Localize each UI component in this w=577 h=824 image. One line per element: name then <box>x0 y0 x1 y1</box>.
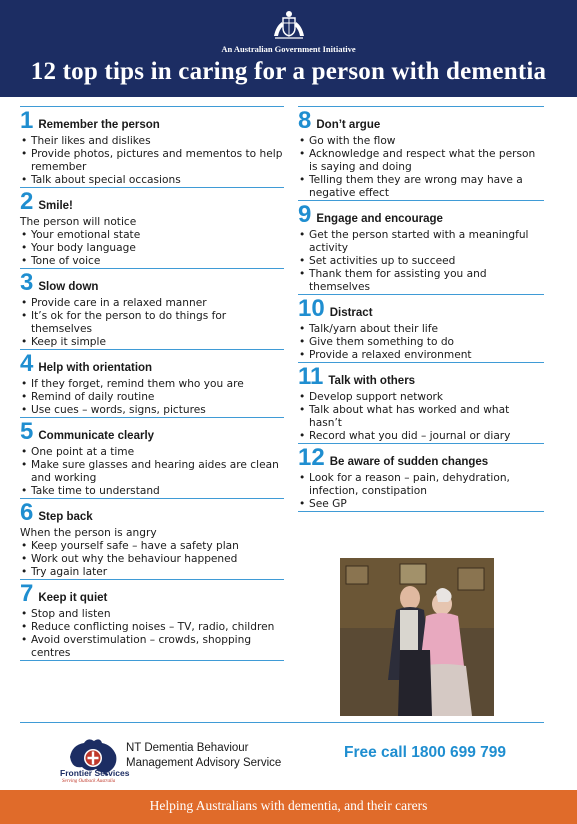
tip-item: • Provide a relaxed environment <box>298 349 544 362</box>
tip-number: 6 <box>20 499 34 526</box>
tip-title: Help with orientation <box>38 362 153 374</box>
tip-item: • Provide care in a relaxed manner <box>20 297 284 310</box>
tip-number: 10 <box>298 295 325 322</box>
tip-item: • Tone of voice <box>20 255 284 268</box>
tip-title: Smile! <box>38 200 73 212</box>
page-title: 12 top tips in caring for a person with dementia <box>30 58 547 85</box>
tip-block <box>20 349 284 417</box>
tip-list <box>20 229 284 268</box>
tip-block <box>298 362 544 443</box>
tip-header <box>298 365 544 391</box>
tip-title: Remember the person <box>38 119 160 131</box>
tip-header <box>20 190 284 216</box>
tip-list <box>20 135 284 187</box>
tip-title: Talk with others <box>328 375 416 387</box>
tip-list <box>20 446 284 498</box>
tip-header <box>20 352 284 378</box>
tip-header <box>20 420 284 446</box>
tip-item: • Give them something to do <box>298 336 544 349</box>
tip-item: • Telling them they are wrong may have a negative effect <box>298 174 544 200</box>
tip-item: • Thank them for assisting you and themselves <box>298 268 544 294</box>
tip-number: 2 <box>20 188 34 215</box>
tip-number: 3 <box>20 269 34 296</box>
tip-list <box>20 608 284 660</box>
tip-header <box>20 501 284 527</box>
coat-of-arms-icon <box>271 10 307 40</box>
tip-list <box>20 297 284 349</box>
tip-item: • Talk about special occasions <box>20 174 284 187</box>
tips-column-left <box>20 106 284 661</box>
tip-header <box>20 271 284 297</box>
tip-title: Step back <box>38 511 93 523</box>
tip-number: 5 <box>20 418 34 445</box>
tip-block <box>298 294 544 362</box>
tip-list <box>298 135 544 200</box>
tip-item: • Keep it simple <box>20 336 284 349</box>
tip-item: • Make sure glasses and hearing aides are clean and working <box>20 459 284 485</box>
divider <box>20 722 544 723</box>
tip-item: • See GP <box>298 498 544 511</box>
tip-item: • Develop support network <box>298 391 544 404</box>
tip-item: • Go with the flow <box>298 135 544 148</box>
tips-column-right <box>298 106 544 512</box>
tip-block <box>298 106 544 200</box>
tip-list <box>298 323 544 362</box>
tip-header <box>20 109 284 135</box>
tip-header <box>298 446 544 472</box>
tip-item: • Their likes and dislikes <box>20 135 284 148</box>
tip-item: • Your body language <box>20 242 284 255</box>
freecall-number: Free call 1800 699 799 <box>344 744 507 761</box>
tip-block <box>20 498 284 579</box>
tip-intro: The person will notice <box>20 216 137 228</box>
tip-item: • Talk about what has worked and what hasn’t <box>298 404 544 430</box>
tip-block <box>20 187 284 268</box>
service-name <box>126 741 281 771</box>
tip-number: 8 <box>298 107 312 134</box>
divider <box>20 660 284 661</box>
tip-item: • One point at a time <box>20 446 284 459</box>
service-line-1: NT Dementia Behaviour <box>126 742 249 754</box>
tip-block <box>20 106 284 187</box>
tip-item: • It’s ok for the person to do things for themselves <box>20 310 284 336</box>
tip-item: • Remind of daily routine <box>20 391 284 404</box>
tip-item: • Look for a reason – pain, dehydration, infection, constipation <box>298 472 544 498</box>
tip-title: Keep it quiet <box>38 592 108 604</box>
tip-item: • Your emotional state <box>20 229 284 242</box>
tip-list <box>20 378 284 417</box>
tip-number: 11 <box>298 363 324 390</box>
footer-banner <box>0 790 577 824</box>
tip-item: • Keep yourself safe – have a safety plan <box>20 540 284 553</box>
tip-item: • Set activities up to succeed <box>298 255 544 268</box>
tip-number: 7 <box>20 580 34 607</box>
tip-header <box>298 203 544 229</box>
tip-item: • Avoid overstimulation – crowds, shopping centres <box>20 634 284 660</box>
tip-header <box>20 582 284 608</box>
tip-item: • Record what you did – journal or diary <box>298 430 544 443</box>
tip-block <box>20 417 284 498</box>
tip-item: • Work out why the behaviour happened <box>20 553 284 566</box>
tip-item: • Provide photos, pictures and mementos to help remember <box>20 148 284 174</box>
tip-title: Distract <box>329 307 373 319</box>
service-line-2: Management Advisory Service <box>126 757 282 769</box>
tip-number: 1 <box>20 107 34 134</box>
tip-block <box>298 200 544 294</box>
tip-item: • Reduce conflicting noises – TV, radio, children <box>20 621 284 634</box>
tip-item: • Take time to understand <box>20 485 284 498</box>
tip-number: 9 <box>298 201 312 228</box>
tip-list <box>298 472 544 511</box>
tip-title: Communicate clearly <box>38 430 155 442</box>
tip-header <box>298 109 544 135</box>
tip-item: • Get the person started with a meaningful activity <box>298 229 544 255</box>
tip-item: • Try again later <box>20 566 284 579</box>
tip-intro: When the person is angry <box>20 527 157 539</box>
divider <box>298 511 544 512</box>
tip-title: Don’t argue <box>316 119 381 131</box>
tip-number: 4 <box>20 350 34 377</box>
tip-title: Be aware of sudden changes <box>329 456 489 468</box>
tip-item: • Stop and listen <box>20 608 284 621</box>
tip-title: Engage and encourage <box>316 213 443 225</box>
footer-text: Helping Australians with dementia, and their carers <box>149 798 428 813</box>
tip-list <box>298 391 544 443</box>
tip-block <box>20 268 284 349</box>
org-logo-tagline: Serving Outback Australia <box>62 779 116 784</box>
dancing-couple-photo <box>340 558 494 716</box>
tip-list <box>298 229 544 294</box>
initiative-label: An Australian Government Initiative <box>221 44 356 54</box>
tip-block <box>20 579 284 660</box>
tip-item: • If they forget, remind them who you are <box>20 378 284 391</box>
header-banner <box>0 0 577 97</box>
tip-item: • Use cues – words, signs, pictures <box>20 404 284 417</box>
tip-header <box>298 297 544 323</box>
tip-item: • Talk/yarn about their life <box>298 323 544 336</box>
org-logo-name: Frontier Services <box>60 768 130 778</box>
tip-title: Slow down <box>38 281 99 293</box>
tip-block <box>298 443 544 511</box>
tip-list <box>20 540 284 579</box>
tip-number: 12 <box>298 444 325 471</box>
tip-item: • Acknowledge and respect what the person is saying and doing <box>298 148 544 174</box>
